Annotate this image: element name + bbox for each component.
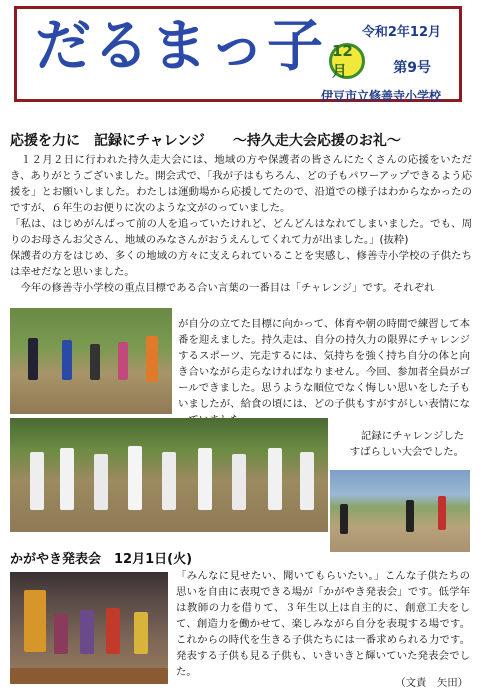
photo-stage-performance (10, 572, 168, 684)
article1-heading: 応援を力に 記録にチャレンジ ～持久走大会応援のお礼～ (10, 133, 401, 149)
article1-closing-2: すばらしい大会でした。 (349, 446, 464, 458)
article1-para4-lead: 今年の修善寺小学校の重点目標である合い言葉の一番目は「チャレンジ」です。それぞれ (10, 282, 435, 294)
issue-date: 令和2年12月 (361, 25, 441, 40)
article1-closing-1: 記録にチャレンジした (360, 430, 464, 442)
article1-para4: が自分の立てた目標に向かって、体育や朝の時間で練習して本番を迎えました。持久走は、自分の持久力の限界にチャレンジするスポーツ、完走するには、気持ちを強く持ち自分の体と向き合いながら走らなければなりません。今回、参加者全員がゴールできました。思うような順位でなく悔しい思いをした子もいましたが、給食の頃には、どの子供もすがすがしい表情にな (178, 318, 470, 410)
newsletter-title: だるまっ子 (35, 14, 325, 79)
article1-body-top (10, 152, 472, 296)
photo-runners-start (10, 308, 172, 414)
article2-body (176, 568, 470, 680)
masthead (14, 6, 462, 102)
issue-number: 第9号 (393, 60, 431, 76)
photo-runners-field (330, 470, 470, 552)
photo-race-mass-start (10, 418, 328, 532)
school-name: 伊豆市立修善寺小学校 (320, 89, 441, 103)
signature: （文責 矢田） (395, 677, 468, 689)
article1-para1: １２月２日に行われた持久走大会には、地域の方や保護者の皆さんにたくさんの応援をいただき、ありがとうございました。開会式で、「我が子はもちろん、どの子もパワーアップできるよう応援を」とお願いしました。わたしは運動場から応援してたので、沿道での様子はわからなかったのですが、６年生のお便りに次のような文がのっていました。 (10, 154, 472, 214)
month-badge: 12月 (329, 43, 365, 79)
article1-para3: 保護者の方をはじめ、多くの地域の方々に支えられていることを実感し、修善寺小学校の子供たちは幸せだなと思いました。 (10, 250, 472, 278)
article2-heading: かがやき発表会 12月1日(火) (10, 552, 193, 567)
article2-para: 「みんなに見せたい、聞いてもらいたい。」こんな子供たちの思いを自由に表現できる場が「かがやき発表会」です。低学年は教師の力を借りて、３年生以上は自主的に、創意工夫をして、創造力を働かせて、楽しみながら自分を表現する場です。これからの時代を生きる子供たちには一番求められる力です。発表する子供も見る子供も、いきいきと輝いていた発表会でした。 (176, 570, 470, 678)
article1-quote: 「私は、はじめがんばって前の人を追っていたけれど、どんどんはなれてしまいました。でも、周りのお母さんお父さん、地域のみなさんがおうえんしてくれて力が出ました。」(抜粋) (10, 218, 472, 246)
